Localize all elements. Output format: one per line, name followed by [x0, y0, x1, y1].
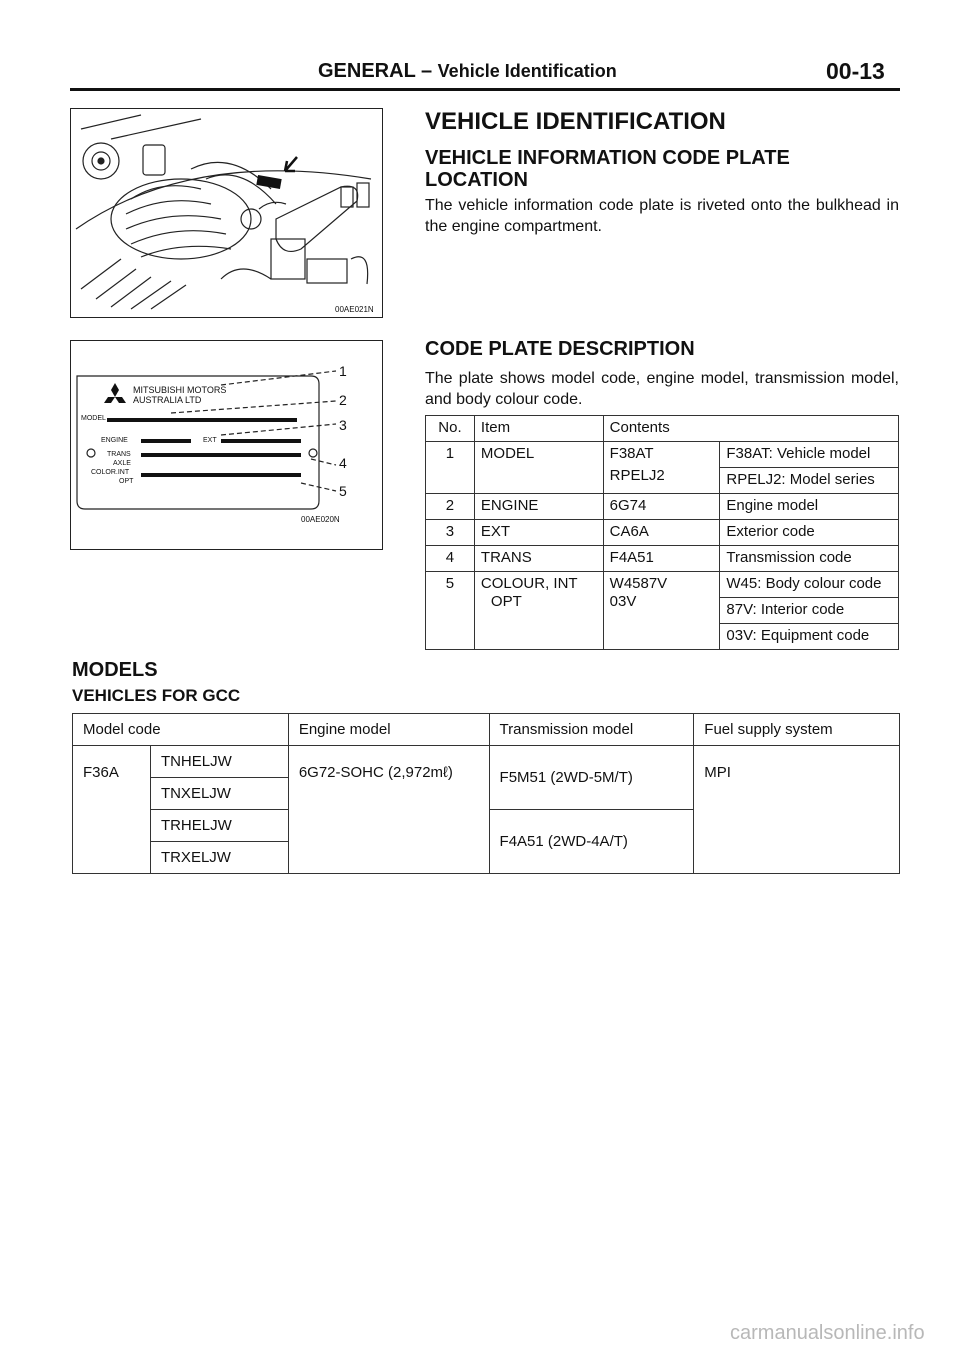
vin-plate-text: The vehicle information code plate is riveted onto the bulkhead in the engine compartment. [425, 197, 899, 235]
table-row: 1 MODEL F38AT RPELJ2 F38AT: Vehicle model [426, 442, 899, 468]
models-table [72, 713, 900, 874]
table-header-row: Model code Engine model Transmission model Fuel supply system [73, 714, 900, 746]
table-header-row [426, 416, 899, 442]
plate-engine-label: ENGINE [101, 437, 128, 444]
table-row: TRXELJW [73, 842, 900, 874]
page-title: VEHICLE IDENTIFICATION [425, 108, 726, 135]
table-row: TRHELJW F4A51 (2WD-4A/T) [73, 810, 900, 842]
plate-axle-label: AXLE [113, 460, 131, 467]
plate-model-label: MODEL [81, 415, 106, 422]
table-row: 3 EXT CA6A Exterior code [426, 520, 899, 546]
plate-colour-label: COLOR.INT [91, 469, 130, 476]
table-row: 2 ENGINE 6G74 Engine model [426, 494, 899, 520]
code-plate-heading: CODE PLATE DESCRIPTION [425, 338, 695, 360]
plate-maker: MITSUBISHI MOTORS AUSTRALIA LTD [133, 385, 227, 405]
engine-bay-illustration [70, 108, 383, 318]
header-item: Item [474, 416, 603, 442]
header-rule [70, 88, 900, 91]
table-row: 4 TRANS F4A51 Transmission code [426, 546, 899, 572]
header-no: No. [426, 416, 475, 442]
callout-2: 2 [339, 392, 347, 408]
models-subheading: VEHICLES FOR GCC [72, 686, 241, 705]
vin-plate-heading: VEHICLE INFORMATION CODE PLATE LOCATION [425, 147, 790, 191]
callout-3: 3 [339, 417, 347, 433]
header-contents: Contents [603, 416, 898, 442]
plate-opt-label: OPT [119, 478, 134, 485]
plate-trans-label: TRANS [107, 451, 131, 458]
models-heading: MODELS [72, 659, 158, 681]
table-row: 5 COLOUR, INT OPT W4587V 03V W45: Body colour code [426, 572, 899, 598]
table-row: TNXELJW [73, 778, 900, 810]
callout-5: 5 [339, 483, 347, 499]
page-number: 00-13 [826, 58, 885, 84]
plate-ext-label: EXT [203, 437, 217, 444]
watermark: carmanualsonline.info [730, 1322, 925, 1344]
callout-4: 4 [339, 455, 347, 471]
code-plate-illustration [70, 340, 383, 550]
table-row: RPELJ2: Model series [426, 468, 899, 494]
table-row: 03V: Equipment code [426, 624, 899, 650]
mitsubishi-logo [104, 383, 126, 403]
table-row: 87V: Interior code [426, 598, 899, 624]
callout-1: 1 [339, 363, 347, 379]
table-row: F36A TNHELJW 6G72-SOHC (2,972mℓ) F5M51 (2WD-5M/T) MPI [73, 746, 900, 778]
figure-code: 00AE021N [335, 305, 374, 314]
code-plate-table [425, 415, 899, 650]
figure-code: 00AE020N [301, 515, 340, 524]
engine-bay-drawing [71, 109, 382, 317]
code-plate-text: The plate shows model code, engine model, transmission model, and body colour code. [425, 370, 899, 408]
page-header-title: GENERAL – Vehicle Identification [318, 60, 617, 82]
